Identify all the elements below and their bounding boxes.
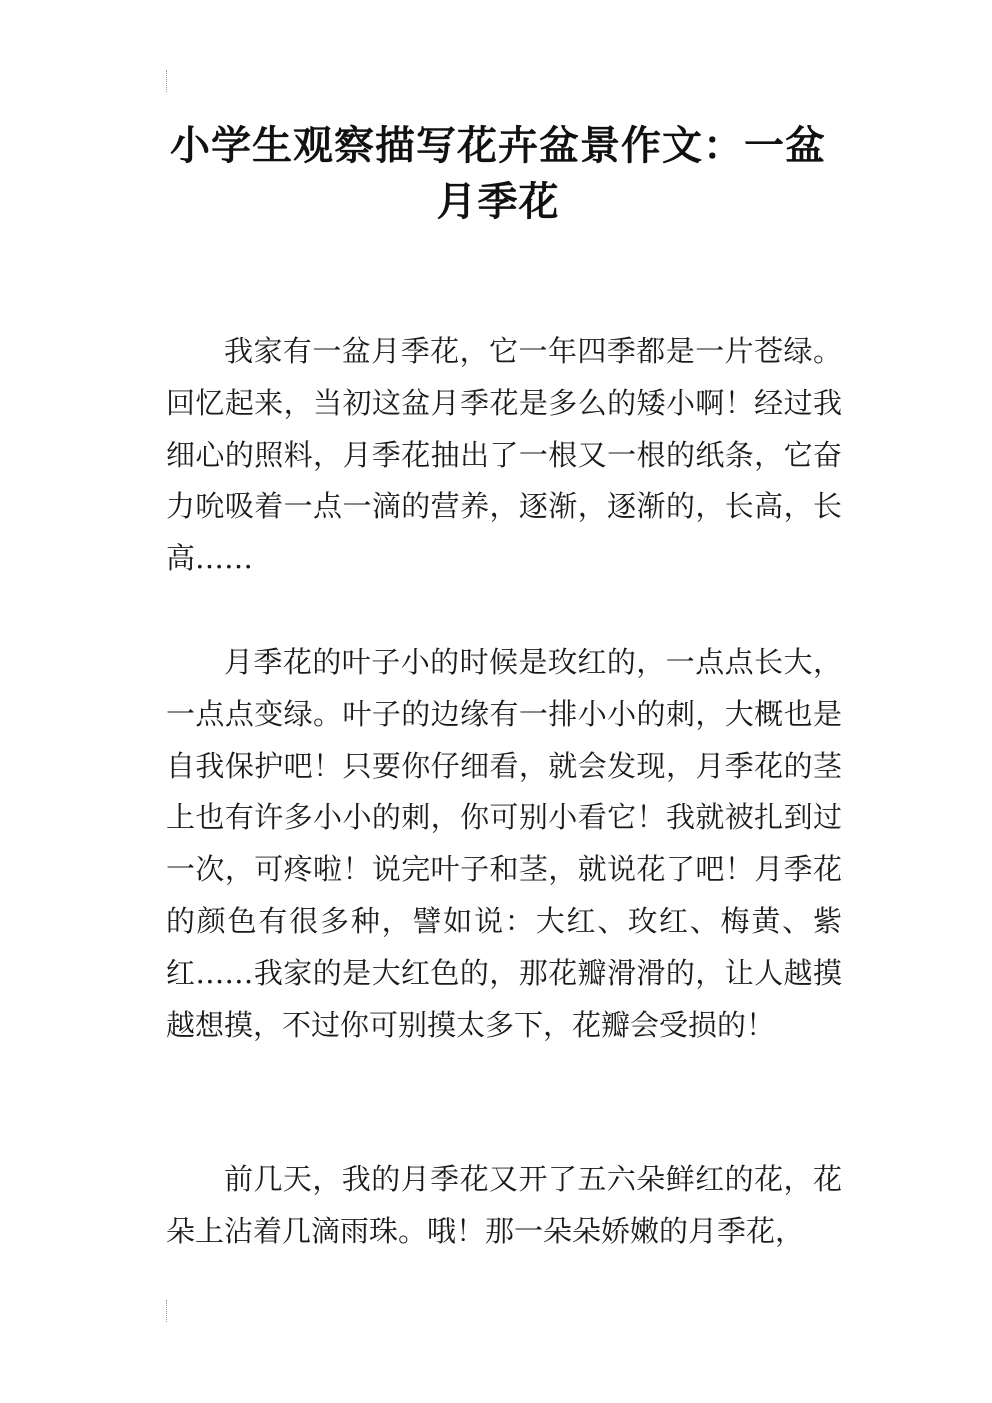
paragraph-2: 月季花的叶子小的时候是玫红的，一点点长大，一点点变绿。叶子的边缘有一排小小的刺，大概也是自我保护吧！只要你仔细看，就会发现，月季花的茎上也有许多小小的刺，你可别小看它！我就被扎到过一次，可疼啦！说完叶子和茎，就说花了吧！月季花的颜色有很多种，譬如说：大红、玫红、梅黄、紫红……我家的是大红色的，那花瓣滑滑的，让人越摸越想摸，不过你可别摸太多下，花瓣会受损的！ <box>166 645 842 1042</box>
paragraph-1: 我家有一盆月季花，它一年四季都是一片苍绿。回忆起来，当初这盆月季花是多么的矮小啊！经过我细心的照料，月季花抽出了一根又一根的纸条，它奋力吮吸着一点一滴的营养，逐渐，逐渐的，长高，长高…… <box>166 334 842 576</box>
crop-mark-bottom <box>166 1300 168 1322</box>
paragraph-3: 前几天，我的月季花又开了五六朵鲜红的花，花朵上沾着几滴雨珠。哦！那一朵朵娇嫩的月季花， <box>166 1162 842 1248</box>
crop-mark-top <box>166 70 168 92</box>
document-title: 小学生观察描写花卉盆景作文：一盆月季花 <box>170 123 826 225</box>
